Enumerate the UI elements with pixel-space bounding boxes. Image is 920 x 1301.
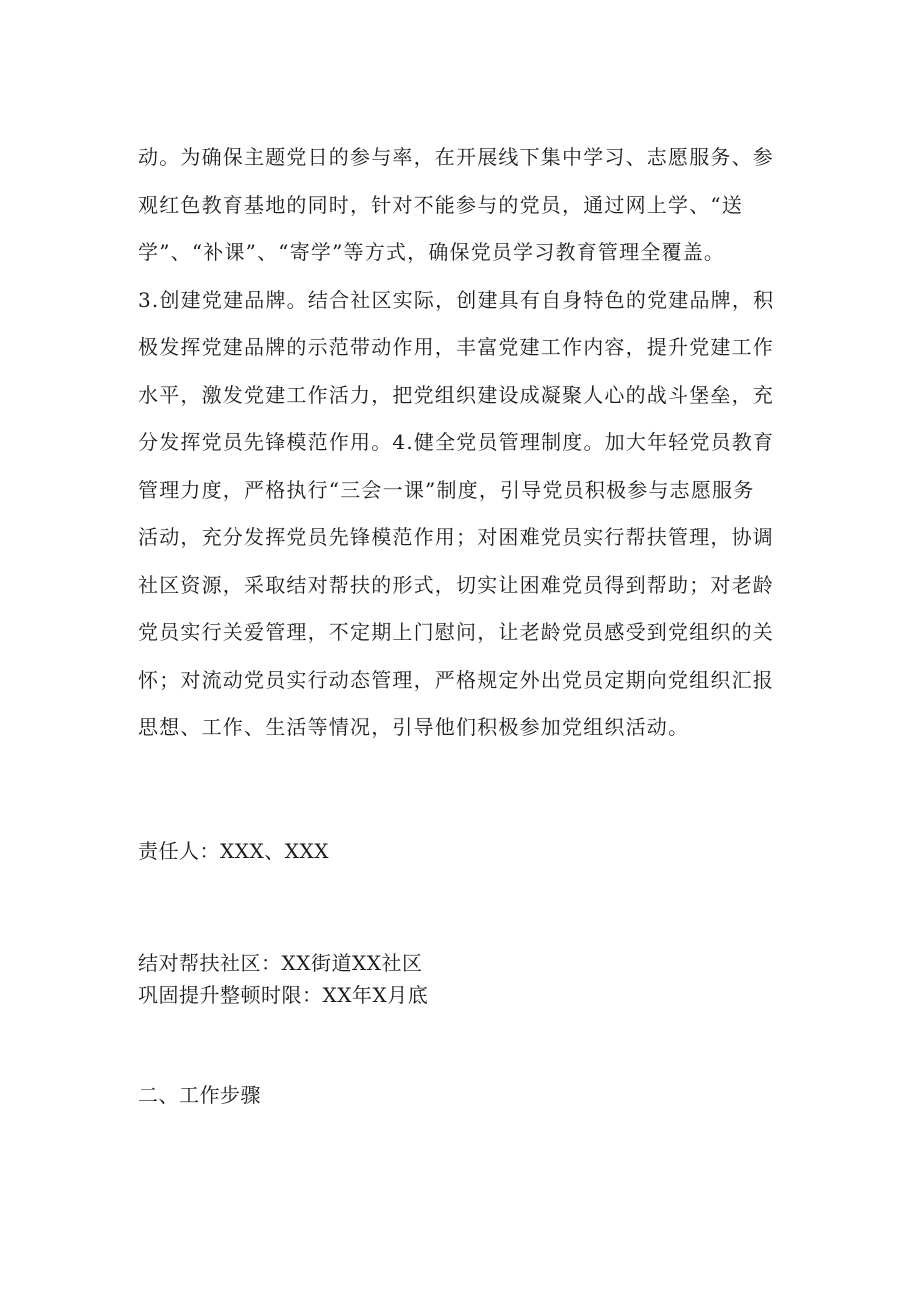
body-line: 社区资源，采取结对帮扶的形式，切实让困难党员得到帮助；对老龄 bbox=[138, 572, 774, 597]
body-line: 动。为确保主题党日的参与率，在开展线下集中学习、志愿服务、参 bbox=[138, 145, 774, 169]
body-line: 思想、工作、生活等情况，引导他们积极参加党组织活动。 bbox=[138, 715, 690, 739]
body-line: 极发挥党建品牌的示范带动作用，丰富党建工作内容，提升党建工作 bbox=[138, 335, 774, 359]
body-line: 观红色教育基地的同时，针对不能参与的党员，通过网上学、“送 bbox=[138, 192, 744, 217]
responsible-person: 责任人：XXX、XXX bbox=[138, 839, 329, 863]
body-line: 党员实行关爱管理，不定期上门慰问，让老龄党员感受到党组织的关 bbox=[138, 620, 774, 644]
rectification-deadline: 巩固提升整顿时限：XX年X月底 bbox=[138, 983, 429, 1007]
body-line: 管理力度，严格执行“三会一课”制度，引导党员积极参与志愿服务 bbox=[138, 477, 755, 502]
body-line: 3.创建党建品牌。结合社区实际，创建具有自身特色的党建品牌，积 bbox=[138, 287, 775, 312]
body-line: 怀；对流动党员实行动态管理，严格规定外出党员定期向党组织汇报 bbox=[138, 667, 774, 692]
body-line: 学”、“补课”、“寄学”等方式，确保党员学习教育管理全覆盖。 bbox=[138, 240, 726, 264]
paired-community: 结对帮扶社区：XX街道XX社区 bbox=[138, 951, 423, 975]
section-heading: 二、工作步骤 bbox=[138, 1083, 261, 1107]
body-paragraph bbox=[138, 134, 788, 752]
body-line: 分发挥党员先锋模范作用。4.健全党员管理制度。加大年轻党员教育 bbox=[138, 430, 775, 454]
body-line: 活动，充分发挥党员先锋模范作用；对困难党员实行帮扶管理，协调 bbox=[138, 525, 774, 549]
body-line: 水平，激发党建工作活力，把党组织建设成凝聚人心的战斗堡垒，充 bbox=[138, 382, 774, 407]
